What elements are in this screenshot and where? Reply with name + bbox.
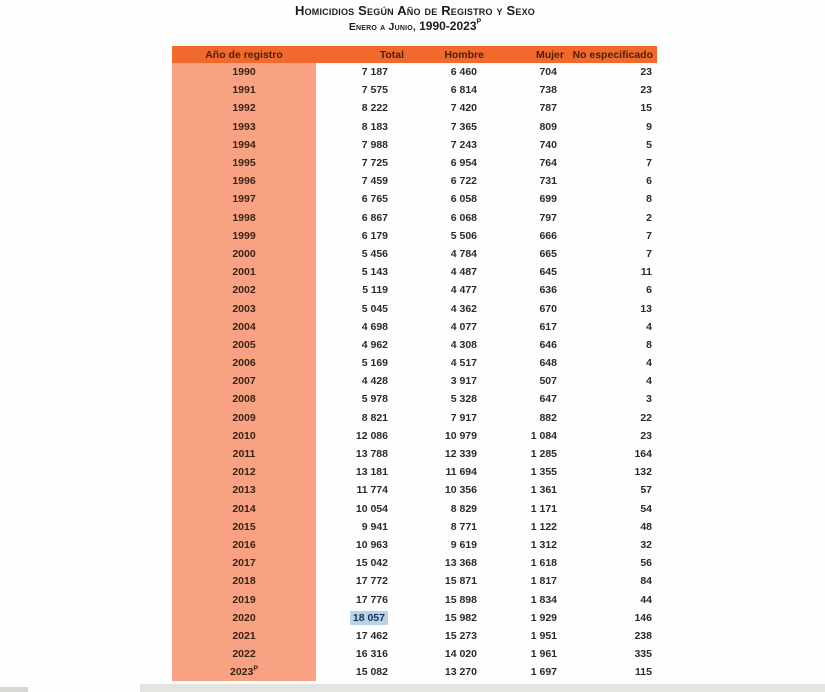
page-subtitle — [90, 19, 740, 34]
column-header-mujer: Mujer — [535, 48, 564, 61]
year-cell: 2002 — [172, 281, 316, 299]
year-cell: 2020 — [172, 609, 316, 627]
hombre-cell: 3 917 — [450, 375, 477, 388]
year-cell: 1992 — [172, 99, 316, 117]
year-cell: 1991 — [172, 81, 316, 99]
total-cell: 5 045 — [361, 302, 388, 315]
table-row — [172, 209, 657, 227]
year-cell: 2006 — [172, 354, 316, 372]
year-cell: 1996 — [172, 172, 316, 190]
year-cell: 1995 — [172, 154, 316, 172]
hombre-cell: 15 871 — [444, 575, 477, 588]
table-row — [172, 627, 657, 645]
hombre-cell: 6 814 — [450, 84, 477, 97]
total-cell: 5 119 — [362, 284, 388, 297]
no-especificado-cell: 132 — [634, 466, 652, 479]
total-cell: 7 187 — [361, 66, 388, 79]
mujer-cell: 738 — [539, 84, 557, 97]
preliminary-marker: P — [476, 18, 482, 26]
mujer-cell: 809 — [539, 120, 557, 133]
no-especificado-cell: 48 — [640, 520, 652, 533]
table-row — [172, 390, 657, 408]
no-especificado-cell: 23 — [640, 84, 652, 97]
table-row — [172, 427, 657, 445]
subtitle-period: Enero a Junio, — [348, 21, 420, 33]
year-cell: 2018 — [172, 572, 316, 590]
year-cell: 1998 — [172, 209, 316, 227]
no-especificado-cell: 11 — [640, 266, 652, 279]
no-especificado-cell: 6 — [646, 284, 652, 297]
year-cell: 2010 — [172, 427, 316, 445]
hombre-cell: 15 982 — [444, 611, 477, 624]
no-especificado-cell: 4 — [646, 320, 652, 333]
year-cell: $2023^P$ — [172, 663, 316, 681]
header-row — [172, 46, 657, 63]
no-especificado-cell: 32 — [640, 538, 652, 551]
total-cell: 4 698 — [361, 320, 388, 333]
hombre-cell: 11 694 — [445, 466, 477, 479]
year-cell: 1990 — [172, 63, 316, 81]
mujer-cell: 1 312 — [530, 538, 557, 551]
total-cell: 6 867 — [361, 211, 388, 224]
preliminary-marker: P — [253, 665, 259, 673]
table-row — [172, 500, 657, 518]
total-cell: 5 143 — [361, 266, 388, 279]
hombre-cell: 15 273 — [444, 629, 477, 642]
total-cell — [316, 609, 408, 627]
bottom-left-corner-mark — [0, 687, 28, 692]
no-especificado-cell: 8 — [646, 338, 652, 351]
table-row — [172, 554, 657, 572]
year-cell: 2019 — [172, 590, 316, 608]
hombre-cell: 7 365 — [450, 120, 477, 133]
year-cell: 2005 — [172, 336, 316, 354]
mujer-cell: 699 — [539, 193, 557, 206]
hombre-cell: 4 517 — [450, 357, 477, 370]
mujer-cell: 787 — [539, 102, 557, 115]
total-cell: 9 941 — [361, 520, 388, 533]
table-row — [172, 318, 657, 336]
hombre-cell: 13 368 — [444, 557, 477, 570]
no-especificado-cell: 13 — [640, 302, 652, 315]
hombre-cell: 6 722 — [450, 175, 477, 188]
mujer-cell: 665 — [539, 247, 557, 260]
homicides-table — [172, 46, 657, 681]
year-cell: 1993 — [172, 118, 316, 136]
no-especificado-cell: 84 — [640, 575, 652, 588]
hombre-cell: 4 308 — [450, 338, 477, 351]
no-especificado-cell: 15 — [640, 102, 652, 115]
hombre-cell: 6 460 — [450, 66, 477, 79]
no-especificado-cell: 7 — [646, 157, 652, 170]
table-row — [172, 518, 657, 536]
hombre-cell: 8 771 — [450, 520, 477, 533]
hombre-cell: 7 243 — [450, 138, 477, 151]
year-cell: 2016 — [172, 536, 316, 554]
total-cell: 8 222 — [361, 102, 388, 115]
column-header-no-especificado: No especificado — [572, 48, 653, 61]
table-row — [172, 136, 657, 154]
year-cell: 2008 — [172, 390, 316, 408]
mujer-cell: 617 — [539, 320, 557, 333]
total-cell: 7 988 — [361, 138, 388, 151]
table-row — [172, 118, 657, 136]
no-especificado-cell: 44 — [640, 593, 652, 606]
hombre-cell: 7 917 — [450, 411, 477, 424]
no-especificado-cell: 3 — [646, 393, 652, 406]
no-especificado-cell: 7 — [646, 247, 652, 260]
total-cell: 7 459 — [361, 175, 388, 188]
no-especificado-cell: 4 — [646, 357, 652, 370]
hombre-cell: 6 068 — [450, 211, 477, 224]
hombre-cell: 10 979 — [444, 429, 477, 442]
total-cell: 10 963 — [355, 538, 388, 551]
table-row — [172, 172, 657, 190]
total-cell: 13 181 — [355, 466, 388, 479]
mujer-cell: 731 — [539, 175, 557, 188]
hombre-cell: 9 619 — [450, 538, 477, 551]
table-row — [172, 572, 657, 590]
table-row — [172, 190, 657, 208]
no-especificado-cell: 4 — [646, 375, 652, 388]
total-cell: 17 776 — [355, 593, 388, 606]
table-body — [172, 63, 657, 681]
mujer-cell: 1 961 — [530, 648, 557, 661]
no-especificado-cell: 22 — [640, 411, 652, 424]
hombre-cell: 5 328 — [450, 393, 477, 406]
no-especificado-cell: 115 — [635, 666, 652, 679]
total-cell: 15 082 — [355, 666, 388, 679]
total-cell: 5 978 — [361, 393, 388, 406]
table-row — [172, 336, 657, 354]
hombre-cell: 12 339 — [444, 448, 477, 461]
table-row — [172, 445, 657, 463]
year-cell: 2000 — [172, 245, 316, 263]
total-cell: 7 575 — [361, 84, 388, 97]
table-row — [172, 281, 657, 299]
hombre-cell: 4 784 — [450, 247, 477, 260]
hombre-cell: 6 954 — [450, 157, 477, 170]
mujer-cell: 648 — [539, 357, 557, 370]
table-row — [172, 409, 657, 427]
year-cell: 2011 — [172, 445, 316, 463]
mujer-cell: 1 285 — [530, 448, 557, 461]
page-title: Homicidios Según Año de Registro y Sexo — [294, 3, 535, 18]
total-cell: 16 316 — [355, 648, 388, 661]
year-cell: 2022 — [172, 645, 316, 663]
hombre-cell: 5 506 — [450, 229, 477, 242]
no-especificado-cell: 23 — [640, 66, 652, 79]
year-cell: 2017 — [172, 554, 316, 572]
no-especificado-cell: 5 — [646, 138, 652, 151]
mujer-cell: 1 697 — [530, 666, 557, 679]
mujer-cell: 704 — [539, 66, 557, 79]
mujer-cell: 670 — [539, 302, 557, 315]
hombre-cell: 4 477 — [450, 284, 477, 297]
mujer-cell: 797 — [539, 211, 557, 224]
year-cell: 2012 — [172, 463, 316, 481]
hombre-cell: 15 898 — [444, 593, 477, 606]
no-especificado-cell: 146 — [634, 611, 652, 624]
year-cell: 2009 — [172, 409, 316, 427]
no-especificado-cell: 7 — [646, 229, 652, 242]
subtitle-year-range: 1990-2023 — [419, 19, 477, 33]
total-cell: 6 765 — [361, 193, 388, 206]
year-cell: 1994 — [172, 136, 316, 154]
total-cell: 8 183 — [361, 120, 388, 133]
total-cell: 13 788 — [355, 448, 388, 461]
column-header-hombre: Hombre — [444, 48, 484, 61]
total-cell: 5 456 — [361, 247, 388, 260]
mujer-cell: 1 361 — [530, 484, 557, 497]
no-especificado-cell: 57 — [640, 484, 652, 497]
hombre-cell: 4 487 — [450, 266, 477, 279]
mujer-cell: 646 — [539, 338, 557, 351]
bottom-edge-bar — [140, 684, 825, 692]
total-cell: 5 169 — [361, 357, 388, 370]
no-especificado-cell: 54 — [640, 502, 652, 515]
no-especificado-cell: 23 — [640, 429, 652, 442]
table-row — [172, 609, 657, 627]
mujer-cell: 1 929 — [530, 611, 557, 624]
mujer-cell: 1 122 — [530, 520, 557, 533]
table-row — [172, 536, 657, 554]
year-cell: 2001 — [172, 263, 316, 281]
year-cell: 1997 — [172, 190, 316, 208]
no-especificado-cell: 335 — [634, 648, 652, 661]
mujer-cell: 764 — [539, 157, 557, 170]
table-row — [172, 227, 657, 245]
mujer-cell: 1 084 — [530, 429, 557, 442]
no-especificado-cell: 164 — [634, 448, 652, 461]
no-especificado-cell: 238 — [634, 629, 652, 642]
table-row — [172, 99, 657, 117]
mujer-cell: 1 355 — [530, 466, 557, 479]
column-header-year: Año de registro — [205, 48, 283, 61]
mujer-cell: 666 — [539, 229, 557, 242]
hombre-cell: 10 356 — [444, 484, 477, 497]
mujer-cell: 636 — [539, 284, 557, 297]
no-especificado-cell: 9 — [646, 120, 652, 133]
table-row — [172, 354, 657, 372]
total-cell: 7 725 — [361, 157, 388, 170]
table-row — [172, 481, 657, 499]
table-row — [172, 299, 657, 317]
table-row — [172, 263, 657, 281]
total-cell: 17 462 — [355, 629, 388, 642]
total-cell: 6 179 — [361, 229, 388, 242]
total-cell: 15 042 — [355, 557, 388, 570]
table-row — [172, 372, 657, 390]
mujer-cell: 647 — [539, 393, 557, 406]
hombre-cell: 7 420 — [450, 102, 477, 115]
year-cell: 2015 — [172, 518, 316, 536]
hombre-cell: 13 270 — [444, 666, 477, 679]
year-cell: 2013 — [172, 481, 316, 499]
mujer-cell: 740 — [539, 138, 557, 151]
column-header-total: Total — [379, 48, 404, 61]
no-especificado-cell: 2 — [646, 211, 652, 224]
table-header — [172, 46, 657, 63]
title-block — [90, 3, 740, 34]
highlighted-value: 18 057 — [350, 611, 388, 625]
hombre-cell: 4 362 — [450, 302, 477, 315]
total-cell: 4 962 — [361, 338, 388, 351]
year-cell: 2014 — [172, 500, 316, 518]
table-row — [172, 463, 657, 481]
year-cell: 2003 — [172, 299, 316, 317]
mujer-cell: 645 — [539, 266, 557, 279]
hombre-cell: 8 829 — [450, 502, 477, 515]
year-cell: 2004 — [172, 318, 316, 336]
mujer-cell: 507 — [539, 375, 557, 388]
no-especificado-cell: 8 — [646, 193, 652, 206]
hombre-cell: 4 077 — [450, 320, 477, 333]
total-cell: 4 428 — [361, 375, 388, 388]
table-row — [172, 590, 657, 608]
table-row — [172, 63, 657, 81]
mujer-cell: 1 834 — [530, 593, 557, 606]
year-cell: 2021 — [172, 627, 316, 645]
year-cell: 1999 — [172, 227, 316, 245]
mujer-cell: 1 817 — [530, 575, 557, 588]
mujer-cell: 1 618 — [530, 557, 557, 570]
total-cell: 10 054 — [355, 502, 388, 515]
table-row — [172, 663, 657, 681]
table-row — [172, 81, 657, 99]
mujer-cell: 882 — [539, 411, 557, 424]
mujer-cell: 1 951 — [530, 629, 557, 642]
total-cell: 11 774 — [356, 484, 388, 497]
total-cell: 12 086 — [355, 429, 388, 442]
total-cell: 17 772 — [355, 575, 388, 588]
hombre-cell: 6 058 — [450, 193, 477, 206]
table-row — [172, 245, 657, 263]
no-especificado-cell: 6 — [646, 175, 652, 188]
total-cell: 8 821 — [361, 411, 388, 424]
table-row — [172, 154, 657, 172]
mujer-cell: 1 171 — [530, 502, 557, 515]
no-especificado-cell: 56 — [640, 557, 652, 570]
hombre-cell: 14 020 — [444, 648, 477, 661]
year-cell: 2007 — [172, 372, 316, 390]
table-row — [172, 645, 657, 663]
